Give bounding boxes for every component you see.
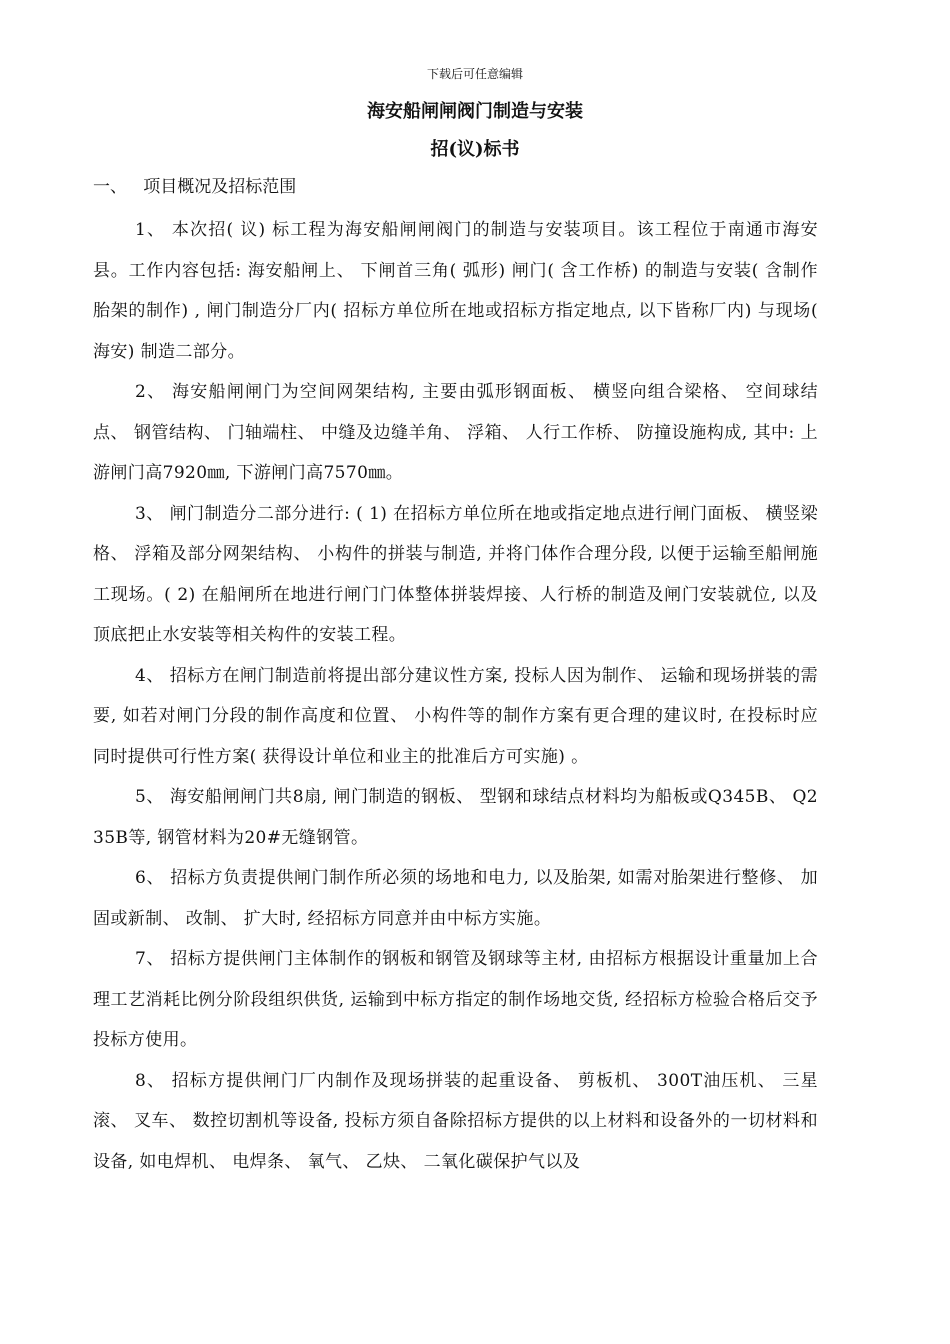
- page-header-note: 下载后可任意编辑: [426, 67, 523, 81]
- paragraph-3: 3、 闸门制造分二部分进行: ( 1) 在招标方单位所在地或指定地点进行闸门面板、 横竖梁格、 浮箱及部分网架结构、 小构件的拼装与制造, 并将门体作合理分段, 以便于运输至船闸施工现场。( 2) 在船闸所在地进行闸门门体整体拼装焊接、人行桥的制造及闸门安装就位, 以及顶底把止水安装等相关构件的安装工程。: [93, 503, 818, 645]
- paragraph-5: 5、 海安船闸闸门共8扇, 闸门制造的钢板、 型钢和球结点材料均为船板或Q345B、 Q235B等, 钢管材料为20#无缝钢管。: [93, 787, 818, 848]
- document-title: 海安船闸闸阀门制造与安装: [367, 101, 583, 122]
- section-heading: 一、 项目概况及招标范围: [93, 177, 297, 197]
- document-body: [93, 210, 824, 1182]
- paragraph-7: 7、 招标方提供闸门主体制作的钢板和钢管及钢球等主材, 由招标方根据设计重量加上合理工艺消耗比例分阶段组织供货, 运输到中标方指定的制作场地交货, 经招标方检验合格后交予投标方使用。: [93, 949, 818, 1050]
- paragraph-8: 8、 招标方提供闸门厂内制作及现场拼装的起重设备、 剪板机、 300T油压机、 三星滚、 叉车、 数控切割机等设备, 投标方须自备除招标方提供的以上材料和设备外的一切材料和设备, 如电焊机、 电焊条、 氧气、 乙炔、 二氧化碳保护气以及: [93, 1070, 818, 1172]
- paragraph-2: 2、 海安船闸闸门为空间网架结构, 主要由弧形钢面板、 横竖向组合梁格、 空间球结点、 钢管结构、 门轴端柱、 中缝及边缝羊角、 浮箱、 人行工作桥、 防撞设施构成, 其中: 上游闸门高7920㎜, 下游闸门高7570㎜。: [93, 382, 818, 483]
- paragraph-1: 1、 本次招( 议) 标工程为海安船闸闸阀门的制造与安装项目。该工程位于南通市海安县。工作内容包括: 海安船闸上、 下闸首三角( 弧形) 闸门( 含工作桥) 的制造与安装( 含制作胎架的制作) , 闸门制造分厂内( 招标方单位所在地或招标方指定地点, 以下皆称厂内) 与现场( 海安) 制造二部分。: [93, 220, 824, 362]
- document-subtitle: 招(议)标书: [430, 139, 520, 160]
- paragraph-4: 4、 招标方在闸门制造前将提出部分建议性方案, 投标人因为制作、 运输和现场拼装的需要, 如若对闸门分段的制作高度和位置、 小构件等的制作方案有更合理的建议时, 在投标时应同时提供可行性方案( 获得设计单位和业主的批准后方可实施) 。: [93, 665, 818, 767]
- paragraph-6: 6、 招标方负责提供闸门制作所必须的场地和电力, 以及胎架, 如需对胎架进行整修、 加固或新制、 改制、 扩大时, 经招标方同意并由中标方实施。: [93, 868, 818, 929]
